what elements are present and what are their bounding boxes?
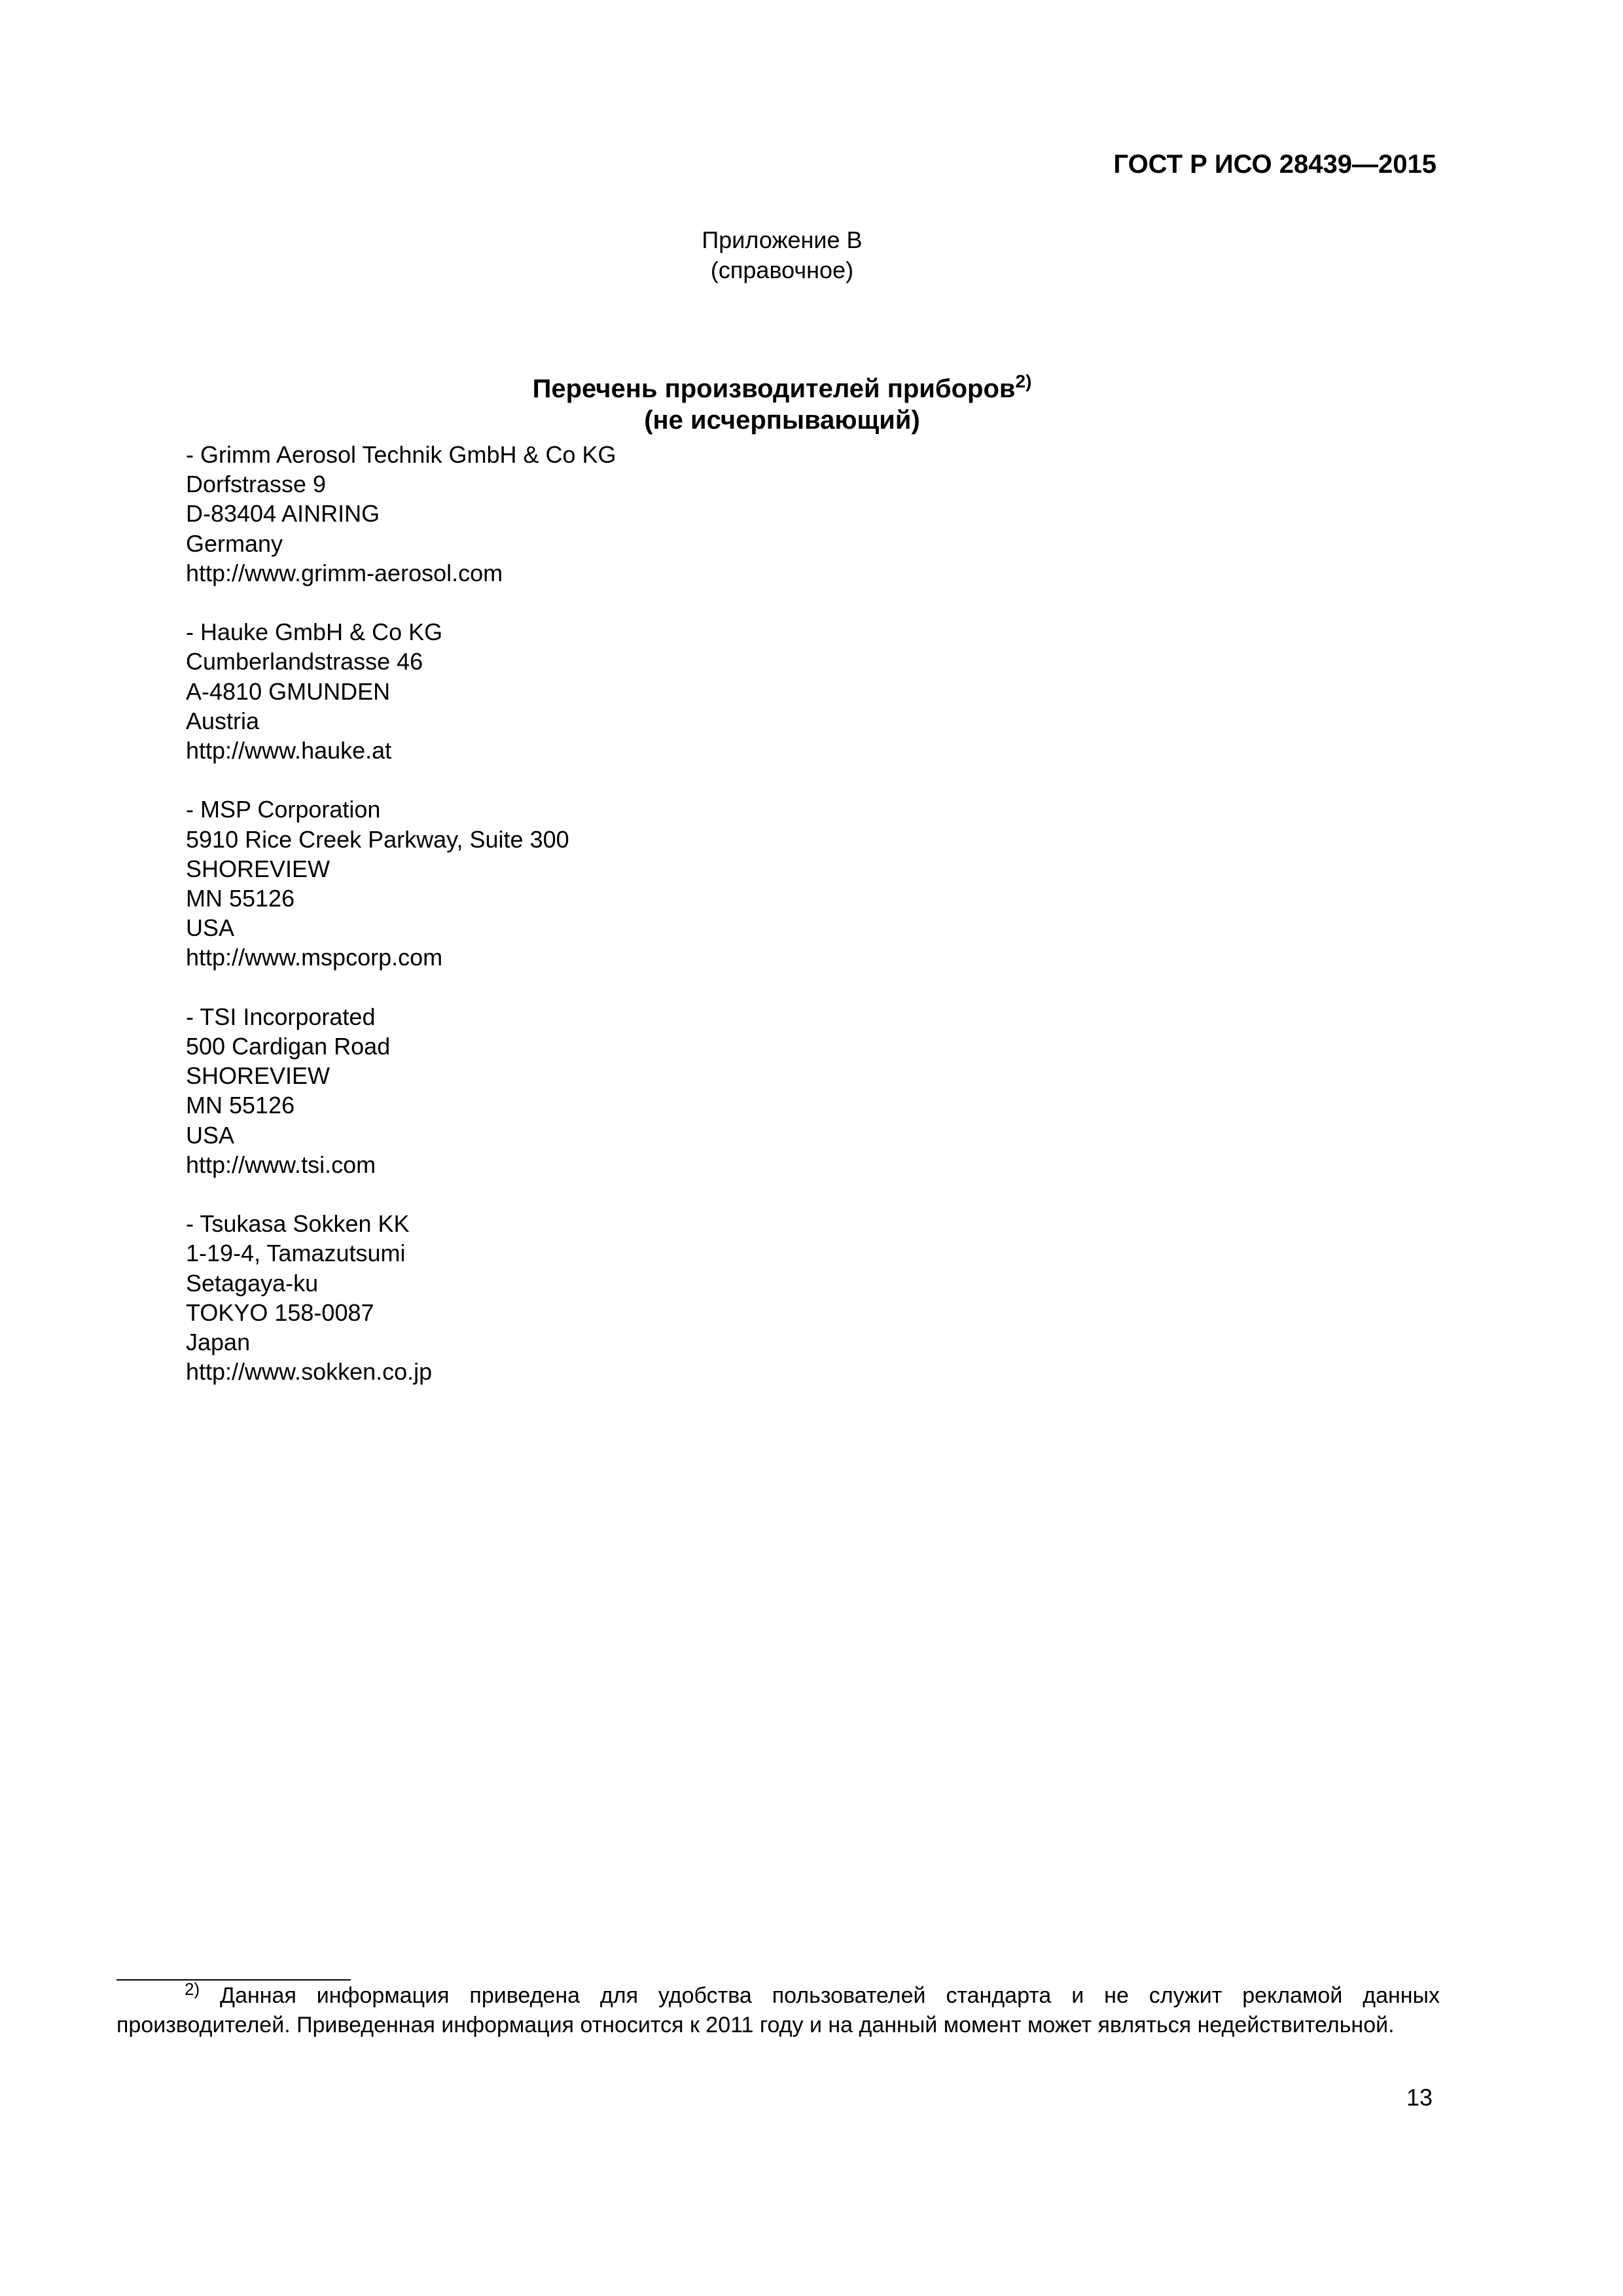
address-country: USA [186,914,235,942]
manufacturer-name: - MSP Corporation [186,796,381,823]
address-country: Japan [186,1329,251,1356]
address-line: SHOREVIEW [186,1062,330,1090]
page-number: 13 [1406,2084,1433,2111]
section-title [0,373,1564,436]
address-line: SHOREVIEW [186,855,330,882]
address-line: D-83404 AINRING [186,500,380,528]
website-link: http://www.tsi.com [186,1151,376,1178]
address-line: 500 Cardigan Road [186,1033,391,1060]
appendix-type: (справочное) [710,257,854,283]
address-line: 1-19-4, Tamazutsumi [186,1240,406,1267]
title-text: Перечень производителей приборов [532,374,1016,403]
address-line: MN 55126 [186,885,295,912]
address-line: Dorfstrasse 9 [186,471,327,498]
title-line-1 [0,373,1564,404]
document-code: ГОСТ Р ИСО 28439—2015 [1113,150,1436,179]
manufacturer-entry [186,1209,616,1386]
manufacturer-entry [186,795,616,972]
manufacturer-name: - Grimm Aerosol Technik GmbH & Co KG [186,441,616,468]
website-link: http://www.sokken.co.jp [186,1358,433,1386]
appendix-label: Приложение В [702,226,863,253]
manufacturer-entry [186,617,616,765]
address-line: 5910 Rice Creek Parkway, Suite 300 [186,825,569,853]
footnote [116,1981,1440,2040]
address-country: Germany [186,529,283,557]
address-country: Austria [186,707,260,734]
website-link: http://www.grimm-aerosol.com [186,559,503,586]
manufacturer-name: - Tsukasa Sokken KK [186,1210,410,1238]
manufacturer-entry [186,1002,616,1179]
title-footnote-ref: 2) [1015,371,1032,391]
address-line: Cumberlandstrasse 46 [186,648,423,675]
manufacturer-name: - TSI Incorporated [186,1003,376,1030]
address-line: MN 55126 [186,1092,295,1119]
footnote-text: Данная информация приведена для удобства пользователей стандарта и не служит рекламой данных производителей. Приведенная информация относится к 2011 году и на данный момент может являться недействительной. [116,1983,1440,2037]
appendix-heading [0,225,1564,285]
manufacturer-name: - Hauke GmbH & Co KG [186,619,443,646]
manufacturer-list [186,440,616,1416]
footnote-separator [116,1979,351,1981]
address-country: USA [186,1121,235,1149]
title-line-2: (не исчерпывающий) [644,406,920,435]
website-link: http://www.hauke.at [186,737,392,764]
footnote-marker: 2) [185,1979,200,1999]
address-line: TOKYO 158-0087 [186,1299,374,1326]
manufacturer-entry [186,440,616,588]
website-link: http://www.mspcorp.com [186,944,443,971]
address-line: Setagaya-ku [186,1269,319,1297]
address-line: A-4810 GMUNDEN [186,677,391,705]
